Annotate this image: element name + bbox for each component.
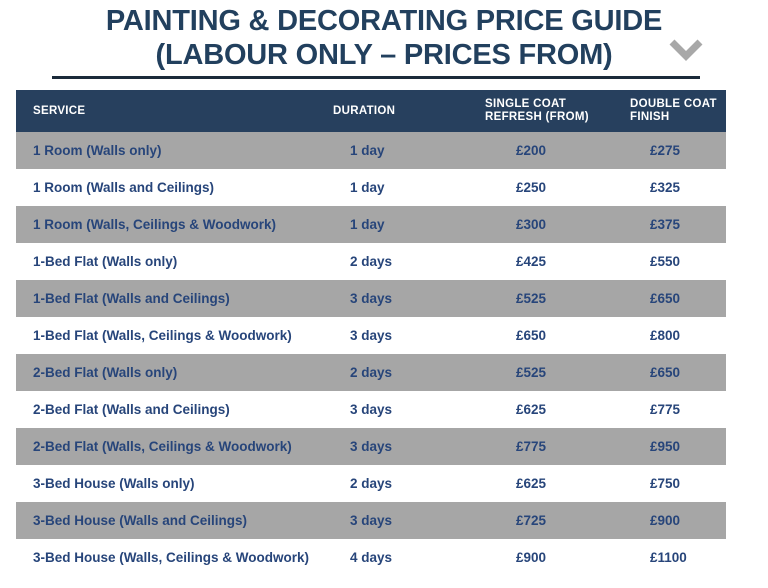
cell-single-coat: £650: [516, 328, 547, 343]
cell-double-coat: £650: [650, 365, 681, 380]
table-row: [16, 169, 726, 206]
cell-double-coat: £800: [650, 328, 681, 343]
title-divider: [52, 76, 700, 79]
cell-double-coat: £950: [650, 439, 681, 454]
cell-duration: 3 days: [350, 291, 393, 306]
table-row: [16, 465, 726, 502]
cell-service: 1 Room (Walls and Ceilings): [33, 180, 215, 195]
cell-duration: 1 day: [350, 217, 385, 232]
cell-double-coat: £775: [650, 402, 681, 417]
column-header-double-coat-line-1: DOUBLE COAT: [630, 98, 717, 110]
cell-single-coat: £725: [516, 513, 547, 528]
cell-single-coat: £200: [516, 143, 547, 158]
cell-single-coat: £900: [516, 550, 547, 565]
table-row: [16, 243, 726, 280]
cell-double-coat: £325: [650, 180, 681, 195]
column-header-single-coat-line-1: SINGLE COAT: [485, 98, 567, 110]
cell-double-coat: £375: [650, 217, 681, 232]
cell-duration: 2 days: [350, 254, 393, 269]
table-row: [16, 280, 726, 317]
cell-duration: 4 days: [350, 550, 393, 565]
column-header-double-coat: [630, 98, 740, 124]
cell-duration: 3 days: [350, 513, 393, 528]
table-row: [16, 206, 726, 243]
cell-service: 2-Bed Flat (Walls, Ceilings & Woodwork): [33, 439, 292, 454]
column-header-duration: DURATION: [333, 105, 396, 117]
column-header-single-coat-line-2: REFRESH (FROM): [485, 111, 589, 123]
cell-double-coat: £900: [650, 513, 681, 528]
cell-double-coat: £750: [650, 476, 681, 491]
cell-duration: 3 days: [350, 328, 393, 343]
column-header-double-coat-line-2: FINISH: [630, 111, 670, 123]
cell-single-coat: £250: [516, 180, 547, 195]
cell-service: 1-Bed Flat (Walls, Ceilings & Woodwork): [33, 328, 292, 343]
cell-duration: 1 day: [350, 180, 385, 195]
cell-duration: 2 days: [350, 476, 393, 491]
cell-single-coat: £775: [516, 439, 547, 454]
table-row: [16, 539, 726, 576]
cell-double-coat: £1100: [650, 550, 687, 565]
cell-single-coat: £300: [516, 217, 547, 232]
cell-service: 2-Bed Flat (Walls and Ceilings): [33, 402, 230, 417]
cell-double-coat: £650: [650, 291, 681, 306]
table-row: [16, 132, 726, 169]
cell-duration: 3 days: [350, 402, 393, 417]
page-title-line-1: PAINTING & DECORATING PRICE GUIDE: [105, 5, 663, 37]
table-header-row: [16, 90, 726, 132]
table-row: [16, 391, 726, 428]
cell-double-coat: £275: [650, 143, 681, 158]
cell-duration: 3 days: [350, 439, 393, 454]
cell-service: 3-Bed House (Walls, Ceilings & Woodwork): [33, 550, 310, 565]
cell-single-coat: £625: [516, 402, 547, 417]
table-body: [16, 132, 726, 576]
cell-service: 1 Room (Walls only): [33, 143, 162, 158]
cell-service: 1 Room (Walls, Ceilings & Woodwork): [33, 217, 277, 232]
table-row: [16, 317, 726, 354]
page-title-line-2: (LABOUR ONLY – PRICES FROM): [155, 39, 613, 71]
cell-service: 2-Bed Flat (Walls only): [33, 365, 178, 380]
table-row: [16, 354, 726, 391]
cell-duration: 1 day: [350, 143, 385, 158]
cell-service: 1-Bed Flat (Walls and Ceilings): [33, 291, 230, 306]
table-row: [16, 428, 726, 465]
cell-single-coat: £425: [516, 254, 547, 269]
cell-single-coat: £525: [516, 291, 547, 306]
price-table: [16, 90, 726, 576]
cell-single-coat: £525: [516, 365, 547, 380]
cell-service: 3-Bed House (Walls and Ceilings): [33, 513, 248, 528]
cell-duration: 2 days: [350, 365, 393, 380]
column-header-service: SERVICE: [33, 105, 86, 117]
cell-single-coat: £625: [516, 476, 547, 491]
cell-service: 3-Bed House (Walls only): [33, 476, 195, 491]
column-header-single-coat: [485, 98, 615, 124]
table-row: [16, 502, 726, 539]
chevron-down-icon[interactable]: [664, 34, 708, 64]
cell-service: 1-Bed Flat (Walls only): [33, 254, 178, 269]
cell-double-coat: £550: [650, 254, 681, 269]
page-title: [0, 4, 768, 72]
